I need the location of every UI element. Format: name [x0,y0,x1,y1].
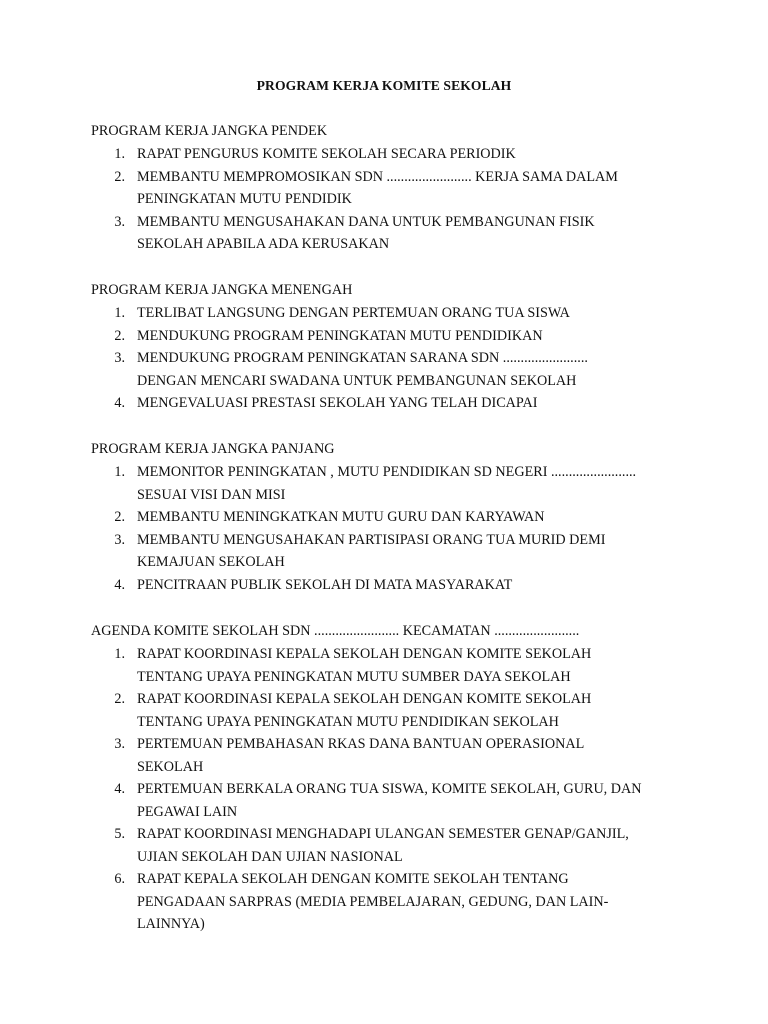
item-line: TENTANG UPAYA PENINGKATAN MUTU PENDIDIKAN SEKOLAH [137,713,559,730]
item-line: PENGADAAN SARPRAS (MEDIA PEMBELAJARAN, GEDUNG, DAN LAIN- [137,893,609,910]
item-line: PERTEMUAN PEMBAHASAN RKAS DANA BANTUAN OPERASIONAL [137,736,585,752]
item-line: MENDUKUNG PROGRAM PENINGKATAN MUTU PENDIDIKAN [137,327,543,344]
item-text [137,733,691,778]
item-text [137,574,691,597]
item-line: SEKOLAH [137,758,204,775]
item-line: SEKOLAH APABILA ADA KERUSAKAN [137,236,390,252]
list-item [91,143,691,166]
item-text [137,325,691,348]
item-line: PERTEMUAN BERKALA ORANG TUA SISWA, KOMITE SEKOLAH, GURU, DAN [137,781,642,797]
item-line: MEMONITOR PENINGKATAN , MUTU PENDIDIKAN SD NEGERI ........................ [137,464,637,480]
item-line: PENCITRAAN PUBLIK SEKOLAH DI MATA MASYARAKAT [137,576,513,593]
item-line: MEMBANTU MENINGKATKAN MUTU GURU DAN KARYAWAN [137,509,545,525]
section-heading: AGENDA KOMITE SEKOLAH SDN ........................ KECAMATAN ........................ [91,623,580,639]
item-line: MENDUKUNG PROGRAM PENINGKATAN SARANA SDN ........................ [137,350,588,366]
item-number: 4. [114,395,125,411]
item-text [137,347,691,392]
item-text [137,143,691,166]
list-item [91,211,691,256]
item-line: UJIAN SEKOLAH DAN UJIAN NASIONAL [137,848,403,865]
item-line: MENGEVALUASI PRESTASI SEKOLAH YANG TELAH DICAPAI [137,395,538,411]
list-item [91,392,691,415]
item-line: RAPAT KOORDINASI MENGHADAPI ULANGAN SEMESTER GENAP/GANJIL, [137,826,629,842]
item-number: 3. [114,531,125,548]
list-item [91,506,691,529]
item-number: 2. [114,509,125,525]
section-heading: PROGRAM KERJA JANGKA MENENGAH [91,282,353,298]
item-number: 4. [114,576,125,593]
item-line: RAPAT KOORDINASI KEPALA SEKOLAH DENGAN KOMITE SEKOLAH [137,691,592,707]
section-medium-term [91,278,691,415]
list-item [91,733,691,778]
section-short-term [91,119,691,256]
item-number: 6. [114,871,125,887]
item-line: SESUAI VISI DAN MISI [137,486,286,503]
item-number: 2. [114,327,125,344]
item-text [137,392,691,415]
item-text [137,688,691,733]
section-heading: PROGRAM KERJA JANGKA PANJANG [91,441,335,457]
item-number: 3. [114,350,125,366]
list-item [91,868,691,936]
item-number: 2. [114,691,125,707]
item-line: PEGAWAI LAIN [137,803,238,820]
item-number: 1. [114,646,125,662]
item-number: 3. [114,736,125,752]
item-line: RAPAT KOORDINASI KEPALA SEKOLAH DENGAN KOMITE SEKOLAH [137,646,592,662]
item-line: TERLIBAT LANGSUNG DENGAN PERTEMUAN ORANG TUA SISWA [137,305,570,321]
item-line: MEMBANTU MENGUSAHAKAN PARTISIPASI ORANG TUA MURID DEMI [137,531,606,548]
item-text [137,529,691,574]
item-line: KEMAJUAN SEKOLAH [137,554,285,570]
item-line: TENTANG UPAYA PENINGKATAN MUTU SUMBER DAYA SEKOLAH [137,668,571,685]
list-item [91,347,691,392]
item-number: 1. [114,464,125,480]
item-text [137,166,691,211]
list-item [91,325,691,348]
list-item [91,529,691,574]
item-text [137,823,691,868]
item-number: 3. [114,213,125,230]
item-text [137,778,691,823]
item-number: 2. [114,168,125,185]
list-item [91,302,691,325]
item-number: 5. [114,826,125,842]
document-title: PROGRAM KERJA KOMITE SEKOLAH [256,78,512,93]
item-number: 1. [114,305,125,321]
item-line: DENGAN MENCARI SWADANA UNTUK PEMBANGUNAN SEKOLAH [137,372,577,389]
item-text [137,211,691,256]
item-text [137,461,691,506]
item-text [137,506,691,529]
item-number: 4. [114,781,125,797]
list-item [91,688,691,733]
list-item [91,778,691,823]
section-heading: PROGRAM KERJA JANGKA PENDEK [91,123,328,139]
item-line: RAPAT KEPALA SEKOLAH DENGAN KOMITE SEKOLAH TENTANG [137,871,569,887]
item-line: RAPAT PENGURUS KOMITE SEKOLAH SECARA PERIODIK [137,146,516,162]
item-text [137,302,691,325]
list-item [91,643,691,688]
list-item [91,461,691,506]
item-text [137,643,691,688]
item-line: MEMBANTU MEMPROMOSIKAN SDN ........................ KERJA SAMA DALAM [137,168,618,185]
section-agenda [91,619,691,936]
item-line: PENINGKATAN MUTU PENDIDIK [137,191,352,207]
list-item [91,574,691,597]
section-long-term [91,437,691,596]
item-line: MEMBANTU MENGUSAHAKAN DANA UNTUK PEMBANGUNAN FISIK [137,213,595,230]
item-line: LAINNYA) [137,916,205,932]
item-text [137,868,691,936]
item-number: 1. [114,146,125,162]
list-item [91,823,691,868]
list-item [91,166,691,211]
